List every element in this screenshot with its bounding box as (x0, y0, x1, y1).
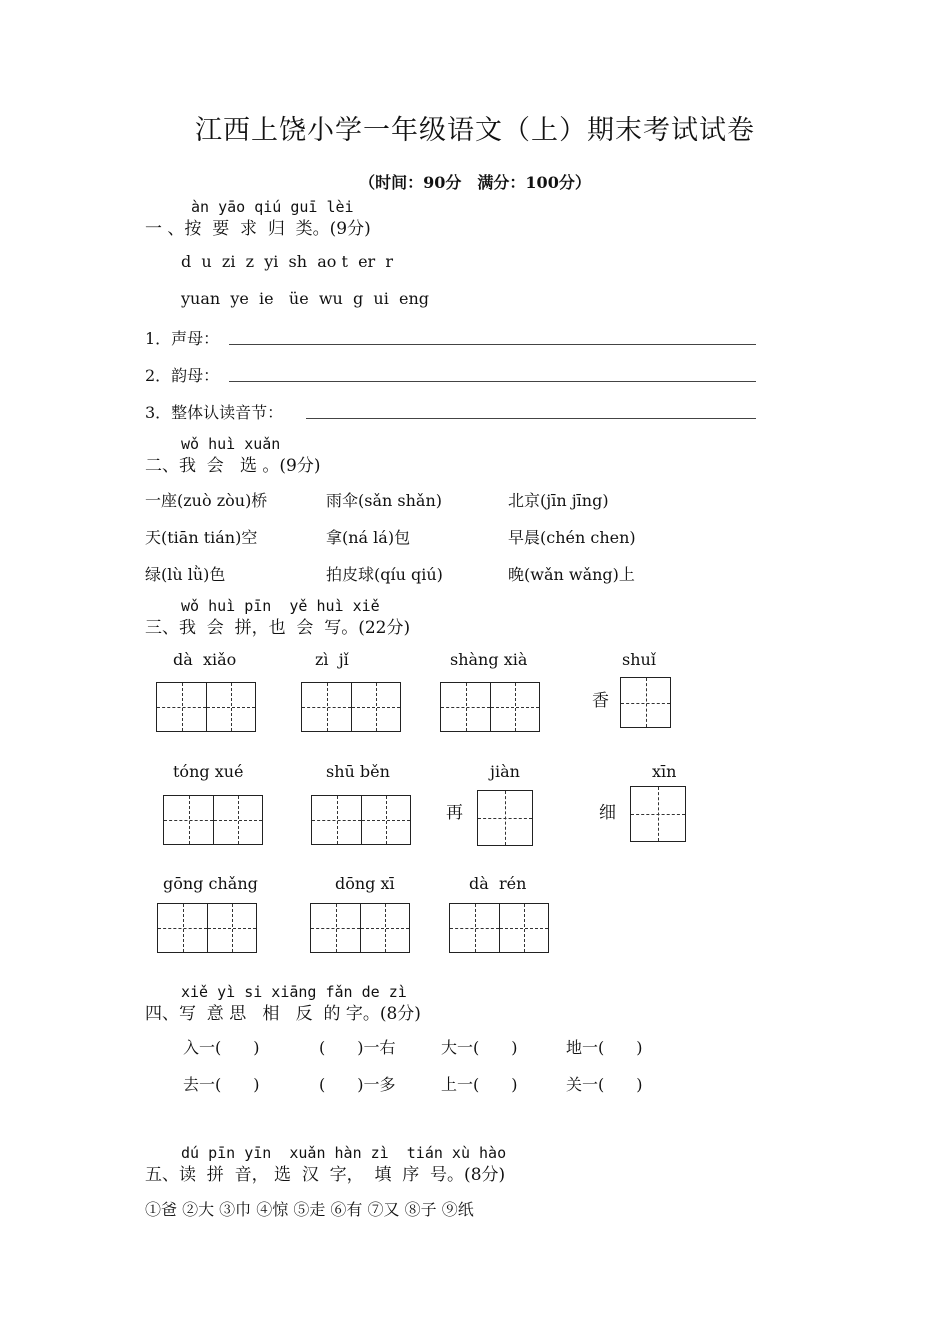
given-character: 细 (599, 803, 616, 823)
antonym-blank[interactable]: ( )一多 (319, 1075, 396, 1094)
section2-heading: 二、我 会 选 。(9分) (145, 456, 321, 476)
choice-item[interactable]: 拍皮球(qíu qiú) (326, 565, 443, 584)
antonym-blank[interactable]: 地一( ) (566, 1038, 643, 1057)
writing-grid[interactable] (620, 677, 671, 728)
question1-answer-line[interactable] (229, 344, 756, 345)
question2-label: 2．韵母： (145, 366, 220, 385)
writing-pinyin-label: zì jǐ (315, 650, 349, 669)
section2-pinyin: wǒ huì xuǎn (181, 435, 281, 453)
exam-info: （时间：90分 满分：100分） (359, 173, 591, 192)
writing-grid[interactable] (440, 682, 540, 732)
writing-grid[interactable] (301, 682, 401, 732)
question2-answer-line[interactable] (229, 381, 756, 382)
choice-item[interactable]: 拿(ná lá)包 (326, 528, 411, 547)
choice-item[interactable]: 早晨(chén chen) (508, 528, 636, 547)
question3-label: 3．整体认读音节： (145, 403, 284, 422)
question1-label: 1．声母： (145, 329, 220, 348)
antonym-blank[interactable]: 关一( ) (566, 1075, 643, 1094)
choice-item[interactable]: 北京(jīn jīng) (508, 491, 609, 510)
section1-pinyin-row2: yuan ye ie üe wu g ui eng (181, 289, 430, 308)
writing-pinyin-label: dà rén (469, 874, 527, 893)
section5-heading: 五、读 拼 音， 选 汉 字， 填 序 号。(8分) (145, 1165, 506, 1185)
section4-pinyin: xiě yì si xiāng fǎn de zì (181, 983, 407, 1001)
writing-pinyin-label: dōng xī (335, 874, 395, 893)
writing-pinyin-label: jiàn (490, 762, 520, 781)
numbered-characters: ①爸 ②大 ③巾 ④惊 ⑤走 ⑥有 ⑦又 ⑧子 ⑨纸 (145, 1200, 474, 1219)
writing-grid[interactable] (163, 795, 263, 845)
page-title: 江西上饶小学一年级语文（上）期末考试试卷 (195, 115, 755, 146)
antonym-blank[interactable]: 上一( ) (441, 1075, 518, 1094)
choice-item[interactable]: 晚(wǎn wǎng)上 (508, 565, 635, 584)
section3-pinyin: wǒ huì pīn yě huì xiě (181, 597, 380, 615)
writing-grid[interactable] (157, 903, 257, 953)
writing-grid[interactable] (156, 682, 256, 732)
writing-grid[interactable] (449, 903, 549, 953)
section1-pinyin: àn yāo qiú guī lèi (191, 198, 354, 216)
choice-item[interactable]: 天(tiān tián)空 (145, 528, 258, 547)
given-character: 再 (446, 803, 463, 823)
antonym-blank[interactable]: 去一( ) (183, 1075, 260, 1094)
writing-pinyin-label: tóng xué (173, 762, 244, 781)
section3-heading: 三、我 会 拼，也 会 写。(22分) (145, 618, 411, 638)
question3-answer-line[interactable] (306, 418, 756, 419)
section1-heading: 一 、按 要 求 归 类。(9分) (145, 219, 371, 239)
writing-pinyin-label: gōng chǎng (163, 874, 258, 893)
writing-pinyin-label: shū běn (326, 762, 390, 781)
writing-pinyin-label: dà xiǎo (173, 650, 237, 669)
writing-grid[interactable] (311, 795, 411, 845)
section5-pinyin: dú pīn yīn xuǎn hàn zì tián xù hào (181, 1144, 507, 1162)
writing-grid[interactable] (630, 786, 686, 842)
antonym-blank[interactable]: 大一( ) (441, 1038, 518, 1057)
choice-item[interactable]: 一座(zuò zòu)桥 (145, 491, 268, 510)
antonym-blank[interactable]: 入一( ) (183, 1038, 260, 1057)
section4-heading: 四、写 意 思 相 反 的 字。(8分) (145, 1004, 421, 1024)
writing-grid[interactable] (310, 903, 410, 953)
given-character: 香 (592, 691, 609, 711)
writing-pinyin-label: xīn (652, 762, 677, 781)
writing-grid[interactable] (477, 790, 533, 846)
choice-item[interactable]: 雨伞(sǎn shǎn) (326, 491, 442, 510)
writing-pinyin-label: shàng xià (450, 650, 528, 669)
section1-pinyin-row1: d u zi z yi sh ao t er r (181, 252, 394, 271)
antonym-blank[interactable]: ( )一右 (319, 1038, 396, 1057)
writing-pinyin-label: shuǐ (622, 650, 656, 669)
choice-item[interactable]: 绿(lù lǜ)色 (145, 565, 226, 584)
